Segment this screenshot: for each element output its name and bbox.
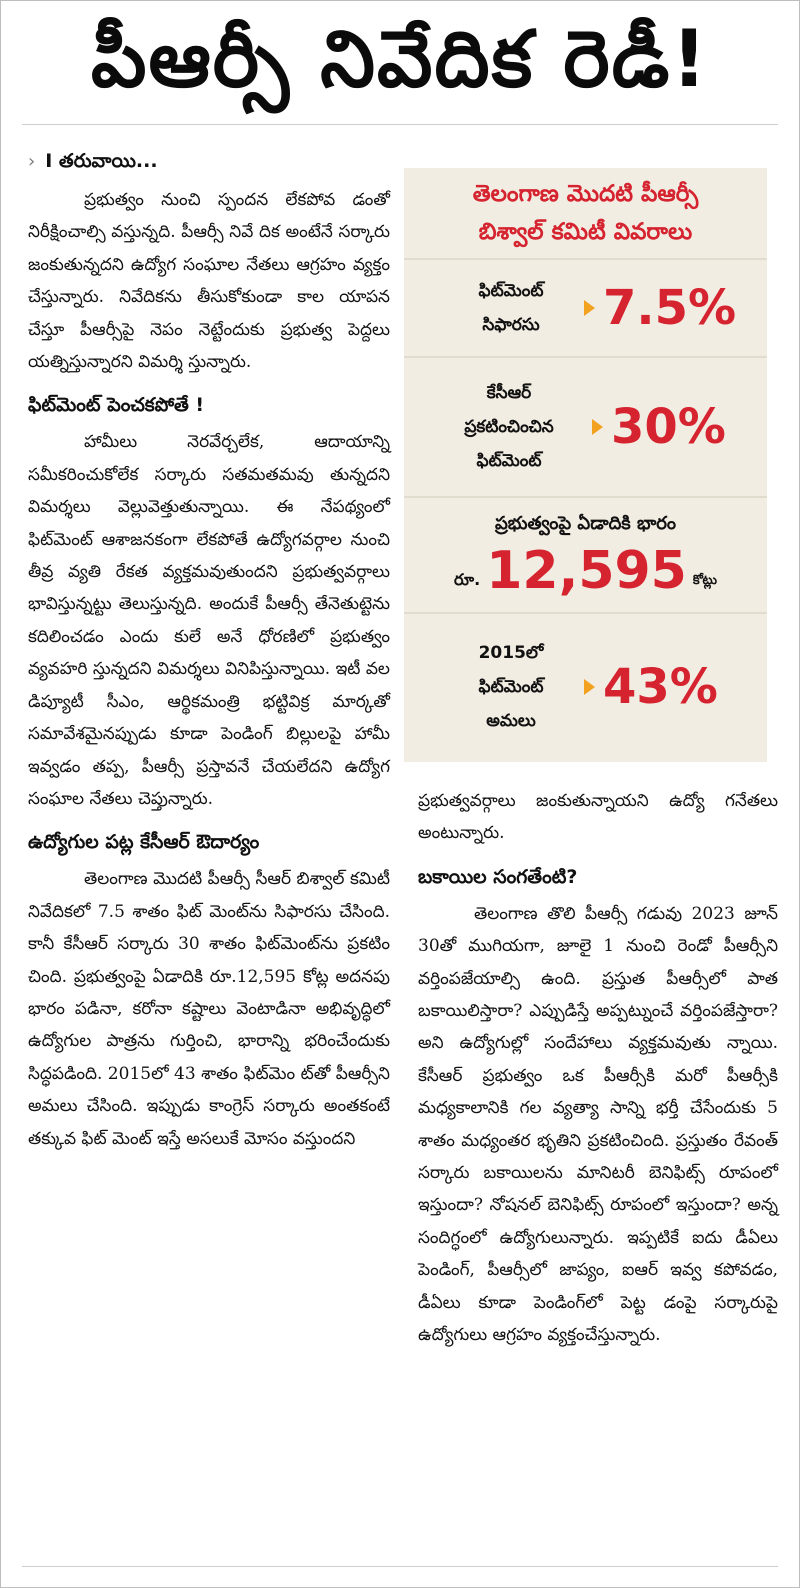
article-paragraph-3: తెలంగాణ మొదటి పీఆర్సీ సీఆర్‌ బిశ్వాల్‌ కమిటీ నివేదికలో 7.5 శాతం ఫిట్‌ మెంట్‌ను సిఫారసు చేసింది. కానీ కేసీఆర్‌ సర్కారు 30 శాతం ఫిట్‌మెంట్‌ను ప్రకటిం చింది. ప్రభుత్వంపై ఏడాదికి రూ.12,595 కోట్ల అదనపు భారం పడినా, కరోనా కష్టాలు వెంటాడినా అభివృద్ధిలో ఉద్యోగుల పాత్రను గుర్తించి, భారాన్ని భరించేందుకు సిద్ధపడింది. 2015లో 43 శాతం ఫిట్‌మెం ట్‌తో పీఆర్సీని అమలు చేసింది. ఇప్పుడు కాంగ్రెస్‌ సర్కారు అంతకంటే తక్కువ ఫిట్‌ మెంట్‌ ఇస్తే అసలుకే మోసం వస్తుందని: [28, 869, 390, 1149]
row-label: [446, 636, 576, 738]
article-paragraph-1: ప్రభుత్వం నుంచి స్పందన లేకపోవ డంతో నిరీక్షించాల్సి వస్తున్నది. పీఆర్సీ నివే దిక అంటేనే సర్కారు జంకుతున్నదని ఉద్యోగ సంఘాల నేతలు ఆగ్రహం వ్యక్తం చేస్తున్నారు. నివేదికను తీసుకోకుండా కాల యాపన చేస్తూ పీఆర్సీపై నెపం నెట్టేందుకు ప్రభుత్వ పెద్దలు యత్నిస్తున్నారని విమర్శి స్తున్నారు.: [28, 190, 390, 373]
annual-burden-label: ప్రభుత్వంపై ఏడాదికి భారం: [494, 513, 677, 534]
box-title: [404, 168, 767, 260]
fitment-2015-value: 43%: [603, 659, 718, 715]
article-paragraph-2: హామీలు నెరవేర్చలేక, ఆదాయాన్ని సమీకరించుకోలేక సర్కారు సతమతమవు తున్నదని విమర్శలు వెల్లువెత్తుతున్నాయి. ఈ నేపథ్యంలో ఫిట్‌మెంట్‌ ఆశాజనకంగా లేకపోతే ఉద్యోగవర్గాల నుంచి తీవ్ర వ్యతి రేకత వ్యక్తమవుతుందని ప్రభుత్వవర్గాలు భావిస్తున్నట్టు తెలుస్తున్నది. అందుకే పీఆర్సీ తేనెతుట్టెను కదిలించడం ఎందు కులే అనే ధోరణిలో ప్రభుత్వం వ్యవహరి స్తున్నదని విమర్శలు వినిపిస్తున్నాయి. ఇటీ వల డిప్యూటీ సీఎం, ఆర్థికమంత్రి భట్టివిక్ర మార్కతో సమావేశమైనప్పుడు కూడా పెండింగ్‌ బిల్లులపై హామీ ఇవ్వడం తప్ప, పీఆర్సీ ప్రస్తావనే చేయలేదని ఉద్యోగ సంఘాల నేతలు చెప్తున్నారు.: [28, 432, 390, 809]
box-title-line-1: తెలంగాణ మొదటి పీఆర్సీ: [472, 181, 699, 207]
subheading-kcr: ఉద్యోగుల పట్ల కేసీఆర్‌ ఔదార్యం: [28, 831, 260, 854]
row-label-line: 2015లో: [478, 643, 544, 663]
row-label: [446, 274, 576, 342]
box-title-line-2: బిశ్వాల్‌ కమిటీ వివరాలు: [478, 219, 693, 245]
left-column: [28, 145, 390, 1163]
bottom-divider: [22, 1566, 778, 1567]
article-paragraph-4: ప్రభుత్వవర్గాలు జంకుతున్నాయని ఉద్యో గనేతలు అంటున్నారు.: [418, 791, 778, 844]
row-label: [434, 376, 584, 478]
headline-divider: [22, 124, 778, 125]
kcr-fitment-value: 30%: [611, 399, 726, 455]
row-label-line: కేసీఆర్‌: [486, 383, 532, 403]
chevron-right-icon: ›: [28, 151, 36, 172]
fitment-recommendation-row: [404, 260, 767, 358]
row-label-line: ఫిట్‌మెంట్‌: [478, 281, 544, 301]
headline: పీఆర్సీ నివేదిక రెడీ!: [91, 15, 709, 105]
row-label-line: ప్రకటించించిన: [464, 417, 554, 437]
continuation-marker: [28, 145, 390, 178]
annual-burden-amount: [454, 540, 717, 602]
pointer-triangle-icon: [584, 679, 595, 695]
annual-burden-row: [404, 498, 767, 614]
row-label-line: అమలు: [486, 711, 536, 731]
rupee-prefix: రూ.: [453, 570, 481, 589]
row-label-line: ఫిట్‌మెంట్‌: [478, 677, 544, 697]
subheading-arrears: బకాయిల సంగతేంటి?: [418, 865, 578, 888]
crore-unit: కోట్లు: [692, 573, 718, 588]
fitment-2015-row: [404, 614, 767, 760]
pointer-triangle-icon: [592, 419, 603, 435]
row-label-line: ఫిట్‌మెంట్‌: [476, 451, 542, 471]
prc-details-box: [404, 168, 767, 762]
kcr-fitment-row: [404, 358, 767, 498]
fitment-recommended-value: 7.5%: [603, 280, 737, 336]
row-label-line: సిఫారసు: [482, 315, 540, 335]
subheading-fitment: ఫిట్‌మెంట్‌ పెంచకపోతే !: [28, 394, 205, 417]
continuation-label: I తరువాయి...: [45, 150, 158, 172]
article-paragraph-5: తెలంగాణ తొలి పీఆర్సీ గడువు 2023 జూన్‌ 30తో ముగియగా, జూలై 1 నుంచి రెండో పీఆర్సీని వర్తింపజేయాల్సి ఉంది. ప్రస్తుత పీఆర్సీలో పాత బకాయిలిస్తారా? ఎప్పుడిస్తే అప్పట్నుంచే వర్తింపజేస్తారా? అని ఉద్యోగుల్లో సందేహాలు వ్యక్తమవుతు న్నాయి. కేసీఆర్‌ ప్రభుత్వం ఒక పీఆర్సీకి మరో పీఆర్సీకి మధ్యకాలానికి గల వ్యత్యా సాన్ని భర్తీ చేసేందుకు 5 శాతం మధ్యంతర భృతిని ప్రకటించింది. ప్రస్తుతం రేవంత్‌ సర్కారు బకాయిలను మానిటరీ బెనిఫిట్స్‌ రూపంలో ఇస్తుందా? నోషనల్‌ బెనిఫిట్స్‌ రూపంలో ఇస్తుందా? అన్న సందిగ్ధంలో ఉద్యోగులున్నారు. ఇప్పటికే ఐదు డీఏలు పెండింగ్‌, పీఆర్సీలో జాప్యం, ఐఆర్‌ ఇవ్వ కపోవడం, డీఏలు కూడా పెండింగ్‌లో పెట్ట డంపై సర్కారుపై ఉద్యోగులు ఆగ్రహం వ్యక్తంచేస్తున్నారు.: [418, 903, 778, 1346]
pointer-triangle-icon: [584, 300, 595, 316]
right-column: [418, 785, 778, 1360]
annual-burden-value: 12,595: [486, 541, 687, 601]
